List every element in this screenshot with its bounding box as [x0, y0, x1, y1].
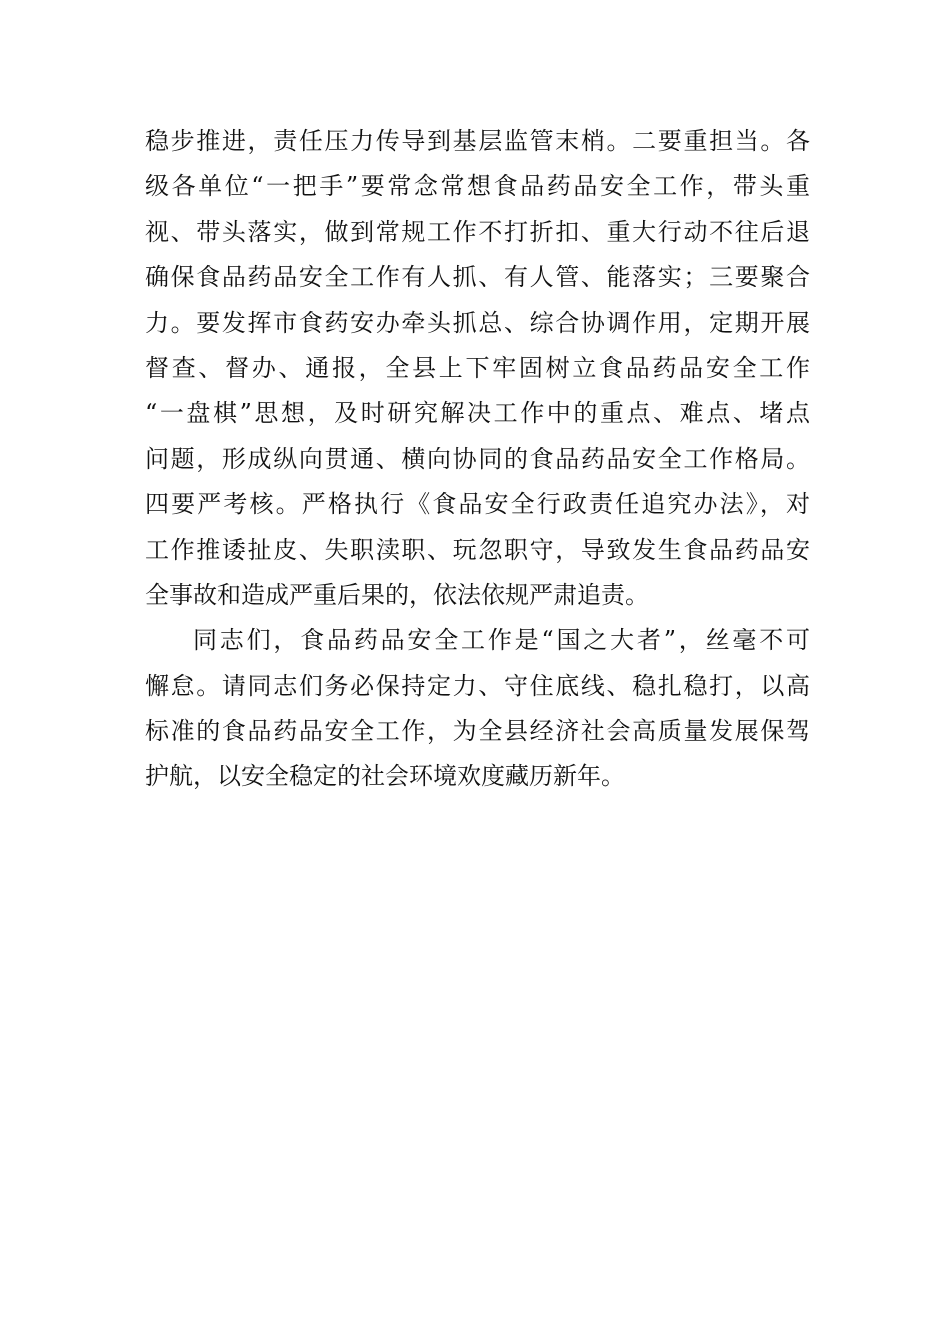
paragraph-2 [145, 618, 810, 800]
text-line: 工作推诿扯皮、失职渎职、玩忽职守，导致发生食品药品安 [145, 535, 810, 564]
text-line: 力。要发挥市食药安办牵头抓总、综合协调作用，定期开展 [145, 308, 810, 337]
text-line: 同志们，食品药品安全工作是“国之大者”，丝毫不可 [193, 626, 810, 655]
text-line: 标准的食品药品安全工作，为全县经济社会高质量发展保驾 [145, 717, 810, 746]
text-line: 问题，形成纵向贯通、横向协同的食品药品安全工作格局。 [145, 444, 810, 473]
text-line: 督查、督办、通报，全县上下牢固树立食品药品安全工作 [145, 353, 810, 382]
text-line: 视、带头落实，做到常规工作不打折扣、重大行动不往后退 [145, 217, 810, 246]
text-line: 四要严考核。严格执行《食品安全行政责任追究办法》，对 [145, 490, 810, 519]
text-line: “一盘棋”思想，及时研究解决工作中的重点、难点、堵点 [145, 399, 810, 428]
text-line: 护航，以安全稳定的社会环境欢度藏历新年。 [145, 762, 625, 791]
body-text [145, 119, 810, 800]
text-line: 稳步推进，责任压力传导到基层监管末梢。二要重担当。各 [145, 127, 810, 155]
text-line: 全事故和造成严重后果的，依法依规严肃追责。 [145, 580, 649, 609]
text-line: 确保食品药品安全工作有人抓、有人管、能落实；三要聚合 [145, 263, 810, 292]
paragraph-1 [145, 119, 810, 618]
text-line: 级各单位“一把手”要常念常想食品药品安全工作，带头重 [145, 172, 810, 201]
text-line: 懈怠。请同志们务必保持定力、守住底线、稳扎稳打，以高 [145, 671, 810, 700]
